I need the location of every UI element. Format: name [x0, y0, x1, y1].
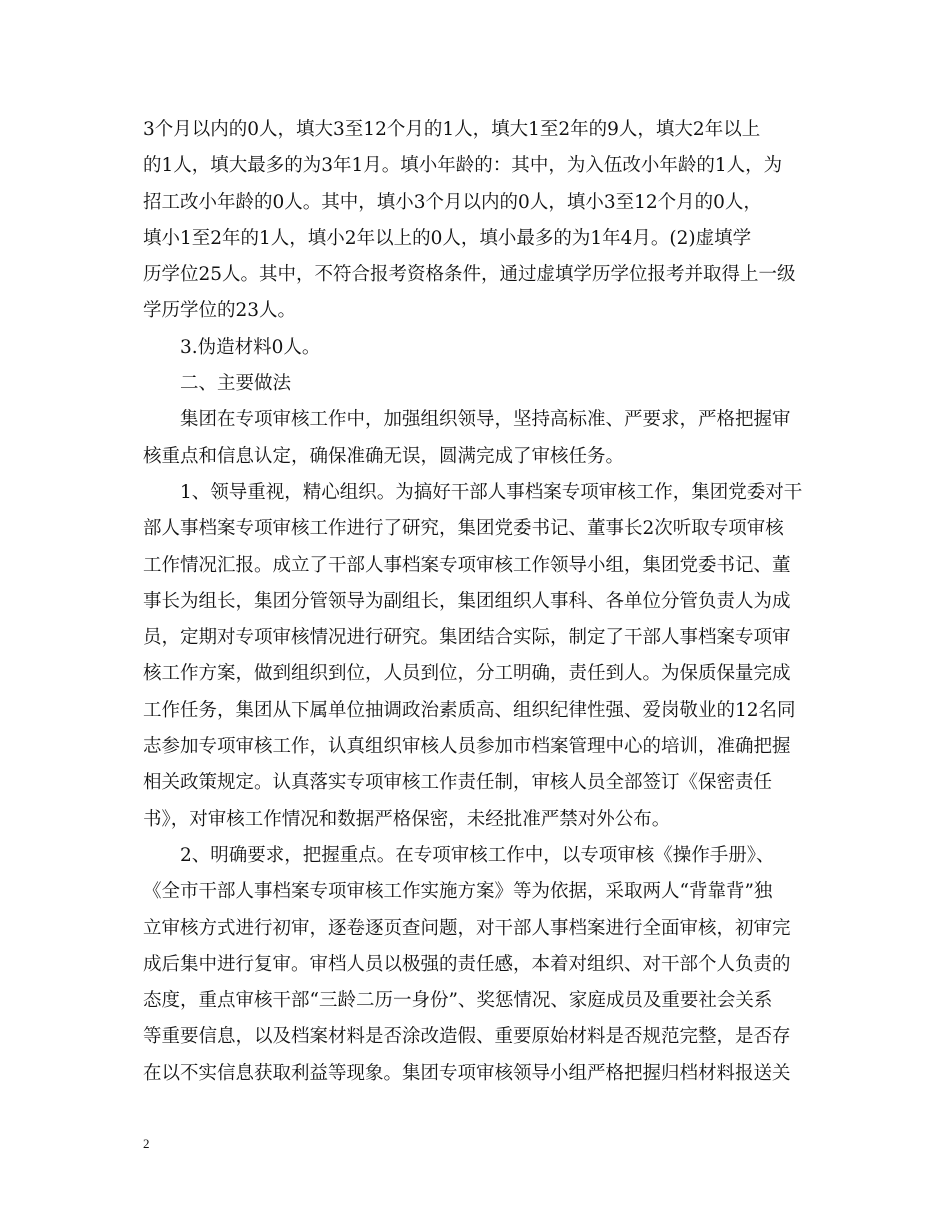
text-line: 历学位25人。其中，不符合报考资格条件，通过虚填学历学位报考并取得上一级: [143, 264, 796, 286]
text-line: 在以不实信息获取利益等现象。集团专项审核领导小组严格把握归档材料报送关: [143, 1062, 791, 1084]
text-line: 部人事档案专项审核工作进行了研究，集团党委书记、董事长2次听取专项审核: [143, 518, 784, 540]
text-line: 填小1至2年的1人，填小2年以上的0人，填小最多的为1年4月。(2)虚填学: [143, 227, 752, 249]
text-line: 《全市干部人事档案专项审核工作实施方案》等为依据，采取两人“背靠背”独: [143, 881, 773, 903]
body-text: [143, 112, 810, 1092]
text-line: 相关政策规定。认真落实专项审核工作责任制，审核人员全部签订《保密责任: [143, 772, 773, 794]
text-line: 招工改小年龄的0人。其中，填小3个月以内的0人，填小3至12个月的0人，: [143, 191, 762, 213]
text-line: 态度，重点审核干部“三龄二历一身份”、奖惩情况、家庭成员及重要社会关系: [143, 990, 773, 1012]
text-line: 志参加专项审核工作，认真组织审核人员参加市档案管理中心的培训，准确把握: [143, 736, 791, 758]
text-line: 3个月以内的0人，填大3至12个月的1人，填大1至2年的9人，填大2年以上: [143, 119, 761, 140]
page-number: 2: [143, 1136, 150, 1151]
text-line: 立审核方式进行初审，逐卷逐页查问题，对干部人事档案进行全面审核，初审完: [143, 917, 791, 939]
text-line: 核重点和信息认定，确保准确无误，圆满完成了审核任务。: [143, 445, 625, 467]
section-heading: 二、主要做法: [180, 373, 292, 395]
text-line: 核工作方案，做到组织到位，人员到位，分工明确，责任到人。为保质保量完成: [143, 663, 791, 685]
text-line: 事长为组长，集团分管领导为副组长，集团组织人事科、各单位分管负责人为成: [143, 590, 791, 612]
text-line: 书》，对审核工作情况和数据严格保密，未经批准严禁对外公布。: [143, 808, 671, 830]
text-line: 集团在专项审核工作中，加强组织领导，坚持高标准、严要求，严格把握审: [180, 409, 791, 431]
text-line: 1、领导重视，精心组织。为搞好干部人事档案专项审核工作，集团党委对干: [180, 481, 803, 503]
text-line: 工作任务，集团从下属单位抽调政治素质高、组织纪律性强、爱岗敬业的12名同: [143, 699, 796, 721]
text-line: 学历学位的23人。: [143, 300, 297, 322]
text-line: 工作情况汇报。成立了干部人事档案专项审核工作领导小组，集团党委书记、董: [143, 554, 791, 576]
text-line: 2、明确要求，把握重点。在专项审核工作中，以专项审核《操作手册》、: [180, 844, 775, 866]
text-line: 成后集中进行复审。审档人员以极强的责任感，本着对组织、对干部个人负责的: [143, 953, 791, 975]
text-line: 员，定期对专项审核情况进行研究。集团结合实际，制定了干部人事档案专项审: [143, 627, 791, 649]
text-line: 的1人，填大最多的为3年1月。填小年龄的：其中，为入伍改小年龄的1人，为: [143, 155, 783, 177]
text-line: 3.伪造材料0人。: [180, 336, 321, 358]
text-line: 等重要信息，以及档案材料是否涂改造假、重要原始材料是否规范完整，是否存: [143, 1026, 791, 1048]
